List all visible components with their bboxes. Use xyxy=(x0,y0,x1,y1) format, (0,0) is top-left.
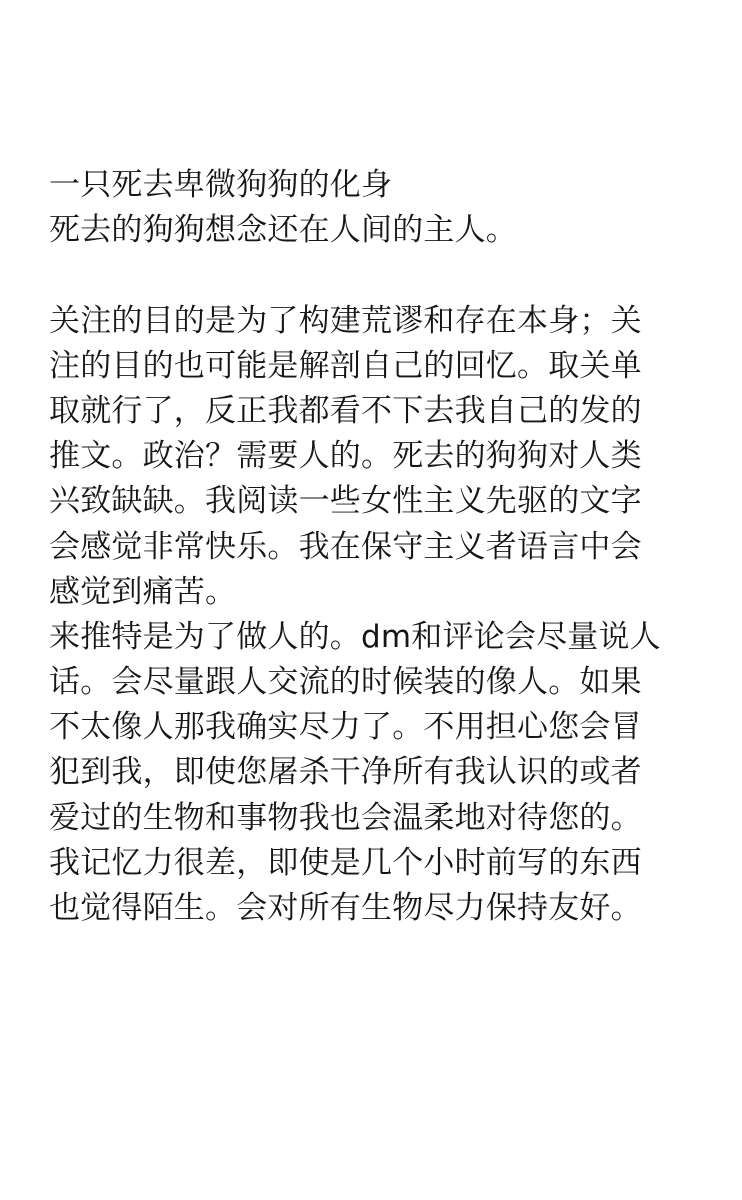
text-line: 话。会尽量跟人交流的时候装的像人。如果 xyxy=(49,664,642,701)
text-line: 爱过的生物和事物我也会温柔地对待您的。 xyxy=(49,799,642,836)
text-line: 不太像人那我确实尽力了。不用担心您会冒 xyxy=(49,709,642,746)
paragraph-gap xyxy=(49,253,709,298)
text-line: 也觉得陌生。会对所有生物尽力保持友好。 xyxy=(49,890,642,926)
text-line: 关注的目的是为了构建荒谬和存在本身；关 xyxy=(49,302,642,339)
text-line: 犯到我，即使您屠杀干净所有我认识的或者 xyxy=(49,754,642,791)
text-line: 一只死去卑微狗狗的化身 xyxy=(49,167,393,203)
profile-text xyxy=(49,163,709,931)
text-line: 取就行了，反正我都看不下去我自己的发的 xyxy=(49,392,642,429)
text-line: 会感觉非常快乐。我在保守主义者语言中会 xyxy=(49,528,642,565)
text-line: 来推特是为了做人的。dm和评论会尽量说人 xyxy=(49,618,661,655)
text-line: 注的目的也可能是解剖自己的回忆。取关单 xyxy=(49,347,642,384)
text-line: 我记忆力很差，即使是几个小时前写的东西 xyxy=(49,844,642,881)
text-line: 死去的狗狗想念还在人间的主人。 xyxy=(49,212,517,249)
text-line: 兴致缺缺。我阅读一些女性主义先驱的文字 xyxy=(49,483,642,520)
text-line: 感觉到痛苦。 xyxy=(49,573,237,610)
text-line: 推文。政治？需要人的。死去的狗狗对人类 xyxy=(49,438,642,475)
